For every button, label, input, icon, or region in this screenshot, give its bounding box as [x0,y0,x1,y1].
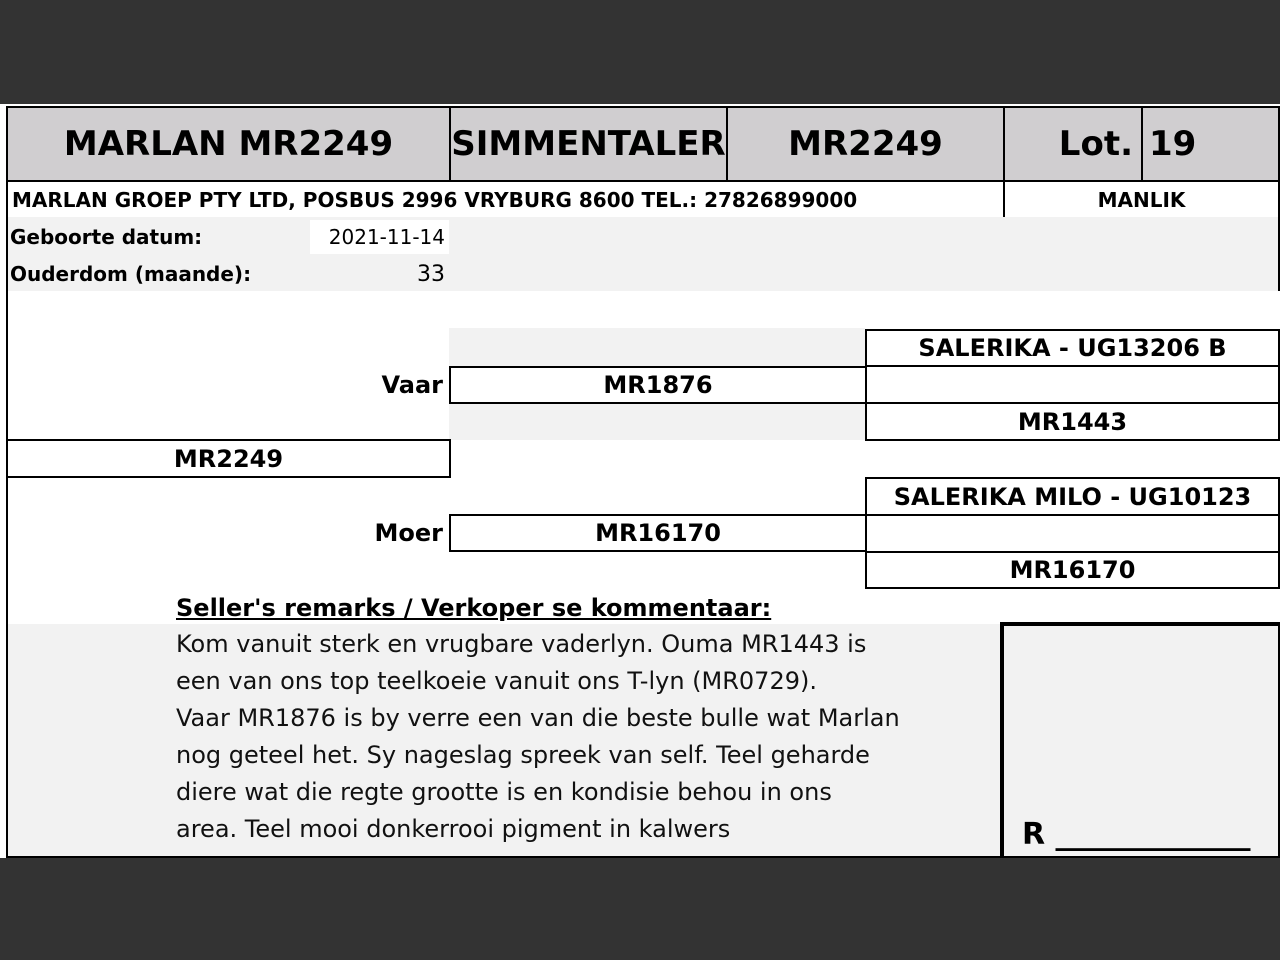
price-cell [1022,814,1272,854]
age-value: 33 [417,261,445,287]
sex-cell [1003,180,1280,219]
owner-line: MARLAN GROEP PTY LTD, POSBUS 2996 VRYBURG 8600 TEL.: 27826899000 [12,187,858,212]
dam-label: Moer [374,519,443,547]
remarks-heading-cell [176,591,876,625]
lot-label: Lot. [1058,124,1133,164]
remarks-body [176,626,976,854]
remarks-line: nog geteel het. Sy nageslag spreek van self. Teel geharde [176,741,870,769]
remarks-line: diere wat die regte grootte is en kondisie behou in ons [176,778,832,806]
remarks-line: area. Teel mooi donkerrooi pigment in kalwers [176,815,731,843]
age-label-cell [10,257,310,291]
dam-empty-cell [865,514,1280,553]
sire-label: Vaar [381,371,443,399]
remarks-line: een van ons top teelkoeie vanuit ons T-lyn (MR0729). [176,667,817,695]
animal-id-cell [726,106,1005,182]
dam-cell [449,514,867,552]
price-label: R _____________ [1022,816,1251,852]
dam-label-cell [8,514,449,552]
lot-number: 19 [1149,124,1197,164]
dam-sire: SALERIKA MILO - UG10123 [893,482,1252,511]
sire-sire: SALERIKA - UG13206 B [918,334,1227,362]
dam: MR16170 [595,519,721,547]
birth-label-cell [10,220,310,254]
age-value-cell [310,257,449,291]
owner-cell [6,180,1005,219]
animal-id: MR2249 [788,124,943,164]
sire-shade-bottom [449,402,865,440]
sire-sire-cell [865,329,1280,367]
sire-dam: MR1443 [1017,407,1128,436]
dam-dam-cell [865,551,1280,589]
auction-lot-sheet [0,104,1280,858]
birth-value-cell [310,220,449,254]
sire-empty-cell [865,365,1280,404]
breed-cell [449,106,728,182]
breed: SIMMENTALER [451,124,726,164]
birth-value: 2021-11-14 [328,225,445,249]
lot-number-cell [1141,106,1280,182]
sire-label-cell [8,366,449,404]
animal-name: MARLAN MR2249 [63,124,394,164]
birth-label: Geboorte datum: [10,225,203,249]
lot-label-cell [1003,106,1143,182]
sire: MR1876 [603,371,713,399]
dam-sire-cell [865,477,1280,516]
sire-dam-cell [865,402,1280,441]
animal-name-cell [6,106,451,182]
sire-cell [449,366,867,404]
remarks-line: Kom vanuit sterk en vrugbare vaderlyn. Ouma MR1443 is [176,630,867,658]
sex: MANLIK [1097,187,1186,212]
dam-dam: MR16170 [1009,556,1136,584]
sire-shade-top [449,328,865,366]
age-label: Ouderdom (maande): [10,262,252,286]
remarks-line: Vaar MR1876 is by verre een van die beste bulle wat Marlan [176,704,900,732]
animal-cell [6,439,451,478]
remarks-heading: Seller's remarks / Verkoper se kommentaar: [176,594,772,622]
animal: MR2249 [173,444,284,473]
